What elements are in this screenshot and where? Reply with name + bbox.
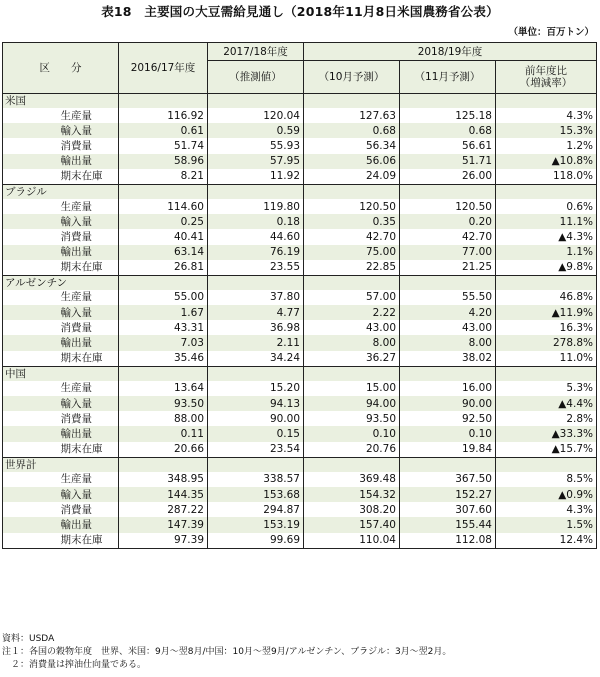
row-label: 消費量 xyxy=(60,503,92,516)
value-oct: 75.00 xyxy=(304,245,400,260)
value-nov: 77.00 xyxy=(400,245,496,260)
section-header-cell xyxy=(208,184,304,199)
section-header-cell xyxy=(400,366,496,381)
table-title: 表18 主要国の大豆需給見通し（2018年11月8日米国農務省公表） xyxy=(101,4,499,19)
indent-cell xyxy=(3,502,55,517)
table-row xyxy=(3,533,597,549)
value-nov: 19.84 xyxy=(400,442,496,458)
table-row xyxy=(3,245,597,260)
value-nov: 367.50 xyxy=(400,472,496,487)
row-label: 期末在庫 xyxy=(55,351,119,367)
value-change: ▲33.3% xyxy=(496,426,597,441)
value-v2016: 0.25 xyxy=(119,214,208,229)
value-change: 46.8% xyxy=(496,290,597,305)
row-label: 輸入量 xyxy=(55,214,119,229)
section-header-row xyxy=(3,184,597,199)
indent-cell xyxy=(3,199,55,214)
value-nov: 155.44 xyxy=(400,517,496,532)
indent-cell xyxy=(3,487,55,502)
value-v2016: 114.60 xyxy=(119,199,208,214)
indent-cell xyxy=(3,154,55,169)
section-header-cell xyxy=(119,275,208,290)
table-row xyxy=(3,199,597,214)
value-v2017: 99.69 xyxy=(208,533,304,549)
indent-cell xyxy=(3,245,55,260)
value-v2016: 88.00 xyxy=(119,411,208,426)
value-nov: 51.71 xyxy=(400,154,496,169)
value-v2016: 348.95 xyxy=(119,472,208,487)
indent-cell xyxy=(3,290,55,305)
indent-cell xyxy=(3,533,55,549)
table-row xyxy=(3,290,597,305)
section-header-cell xyxy=(400,94,496,109)
row-label: 期末在庫 xyxy=(55,533,119,549)
value-change: 15.3% xyxy=(496,123,597,138)
indent-cell xyxy=(3,472,55,487)
value-v2017: 34.24 xyxy=(208,351,304,367)
value-v2017: 119.80 xyxy=(208,199,304,214)
table-row xyxy=(3,351,597,367)
row-label: 消費量 xyxy=(60,321,92,334)
notes xyxy=(2,633,451,672)
value-change: ▲9.8% xyxy=(496,260,597,276)
indent-cell xyxy=(3,229,55,244)
value-change: 11.0% xyxy=(496,351,597,367)
value-nov: 0.10 xyxy=(400,426,496,441)
value-change: 118.0% xyxy=(496,169,597,185)
value-v2016: 40.41 xyxy=(119,229,208,244)
section-header-cell xyxy=(304,94,400,109)
value-v2016: 97.39 xyxy=(119,533,208,549)
value-nov: 21.25 xyxy=(400,260,496,276)
value-oct: 154.32 xyxy=(304,487,400,502)
value-v2017: 44.60 xyxy=(208,229,304,244)
header-yoy-line2: （増減率） xyxy=(519,77,573,89)
table-row xyxy=(3,138,597,153)
section-name: ブラジル xyxy=(3,184,119,199)
header-nov-forecast: （11月予測） xyxy=(400,61,496,94)
value-v2016: 116.92 xyxy=(119,108,208,123)
table-row xyxy=(3,517,597,532)
value-v2017: 294.87 xyxy=(208,502,304,517)
section-header-row xyxy=(3,366,597,381)
header-yoy-change xyxy=(496,61,597,94)
section-header-cell xyxy=(208,275,304,290)
value-change: ▲15.7% xyxy=(496,442,597,458)
section-header-cell xyxy=(496,366,597,381)
header-2017-group: 2017/18年度 xyxy=(208,43,304,61)
table-row xyxy=(3,426,597,441)
value-v2016: 63.14 xyxy=(119,245,208,260)
value-oct: 56.34 xyxy=(304,138,400,153)
value-v2017: 15.20 xyxy=(208,381,304,396)
value-v2016: 0.11 xyxy=(119,426,208,441)
value-change: 8.5% xyxy=(496,472,597,487)
value-change: 12.4% xyxy=(496,533,597,549)
value-v2017: 2.11 xyxy=(208,335,304,350)
value-change: ▲11.9% xyxy=(496,305,597,320)
note-source: 資料：USDA xyxy=(2,634,55,644)
value-oct: 15.00 xyxy=(304,381,400,396)
table-row xyxy=(3,411,597,426)
value-change: 16.3% xyxy=(496,320,597,335)
value-v2016: 20.66 xyxy=(119,442,208,458)
value-change: 4.3% xyxy=(496,108,597,123)
value-oct: 57.00 xyxy=(304,290,400,305)
table-row xyxy=(3,108,597,123)
value-change: 2.8% xyxy=(496,411,597,426)
row-label: 消費量 xyxy=(60,139,92,152)
value-v2017: 0.15 xyxy=(208,426,304,441)
section-header-cell xyxy=(208,457,304,472)
value-nov: 56.61 xyxy=(400,138,496,153)
indent-cell xyxy=(3,426,55,441)
section-header-cell xyxy=(304,366,400,381)
section-header-cell xyxy=(496,94,597,109)
row-label: 輸入量 xyxy=(55,396,119,411)
section-header-cell xyxy=(304,184,400,199)
value-oct: 0.35 xyxy=(304,214,400,229)
value-change: 1.5% xyxy=(496,517,597,532)
row-label: 消費量 xyxy=(60,230,92,243)
value-v2016: 55.00 xyxy=(119,290,208,305)
value-nov: 125.18 xyxy=(400,108,496,123)
value-v2016: 51.74 xyxy=(119,138,208,153)
row-label: 輸出量 xyxy=(55,245,119,260)
value-v2016: 144.35 xyxy=(119,487,208,502)
row-label: 輸出量 xyxy=(55,517,119,532)
section-header-cell xyxy=(119,457,208,472)
value-nov: 43.00 xyxy=(400,320,496,335)
header-2018-group: 2018/19年度 xyxy=(304,43,597,61)
value-v2016: 1.67 xyxy=(119,305,208,320)
table-row xyxy=(3,169,597,185)
indent-cell xyxy=(3,517,55,532)
section-header-cell xyxy=(208,94,304,109)
indent-cell xyxy=(3,108,55,123)
value-oct: 22.85 xyxy=(304,260,400,276)
indent-cell xyxy=(3,123,55,138)
section-header-cell xyxy=(496,457,597,472)
value-v2016: 287.22 xyxy=(119,502,208,517)
value-change: 1.2% xyxy=(496,138,597,153)
value-v2017: 57.95 xyxy=(208,154,304,169)
table-row xyxy=(3,335,597,350)
row-label: 生産量 xyxy=(60,200,92,213)
value-oct: 0.10 xyxy=(304,426,400,441)
value-oct: 110.04 xyxy=(304,533,400,549)
value-v2017: 37.80 xyxy=(208,290,304,305)
section-header-cell xyxy=(119,94,208,109)
row-label: 生産量 xyxy=(60,291,92,304)
indent-cell xyxy=(3,138,55,153)
section-name: 世界計 xyxy=(3,457,119,472)
value-oct: 0.68 xyxy=(304,123,400,138)
row-label: 生産量 xyxy=(60,382,92,395)
table-row xyxy=(3,381,597,396)
section-header-cell xyxy=(304,457,400,472)
value-v2017: 153.68 xyxy=(208,487,304,502)
indent-cell xyxy=(3,351,55,367)
value-oct: 42.70 xyxy=(304,229,400,244)
value-v2017: 76.19 xyxy=(208,245,304,260)
value-v2016: 93.50 xyxy=(119,396,208,411)
table-row xyxy=(3,305,597,320)
value-nov: 112.08 xyxy=(400,533,496,549)
value-oct: 2.22 xyxy=(304,305,400,320)
value-oct: 308.20 xyxy=(304,502,400,517)
header-2016: 2016/17年度 xyxy=(119,43,208,94)
value-oct: 120.50 xyxy=(304,199,400,214)
section-header-cell xyxy=(119,184,208,199)
value-v2016: 58.96 xyxy=(119,154,208,169)
value-oct: 20.76 xyxy=(304,442,400,458)
indent-cell xyxy=(3,214,55,229)
section-header-cell xyxy=(304,275,400,290)
value-change: ▲0.9% xyxy=(496,487,597,502)
indent-cell xyxy=(3,335,55,350)
section-header-cell xyxy=(400,184,496,199)
value-nov: 92.50 xyxy=(400,411,496,426)
indent-cell xyxy=(3,260,55,276)
value-change: 278.8% xyxy=(496,335,597,350)
value-v2017: 23.55 xyxy=(208,260,304,276)
header-2017-estimate: （推測値） xyxy=(208,61,304,94)
value-v2017: 23.54 xyxy=(208,442,304,458)
table-row xyxy=(3,260,597,276)
value-change: 0.6% xyxy=(496,199,597,214)
value-nov: 307.60 xyxy=(400,502,496,517)
value-oct: 43.00 xyxy=(304,320,400,335)
section-header-cell xyxy=(400,275,496,290)
row-label: 輸出量 xyxy=(55,335,119,350)
value-change: ▲10.8% xyxy=(496,154,597,169)
indent-cell xyxy=(3,396,55,411)
value-v2017: 4.77 xyxy=(208,305,304,320)
value-oct: 94.00 xyxy=(304,396,400,411)
table-row xyxy=(3,502,597,517)
value-change: ▲4.4% xyxy=(496,396,597,411)
value-v2016: 147.39 xyxy=(119,517,208,532)
value-nov: 26.00 xyxy=(400,169,496,185)
value-nov: 152.27 xyxy=(400,487,496,502)
value-nov: 55.50 xyxy=(400,290,496,305)
value-nov: 4.20 xyxy=(400,305,496,320)
indent-cell xyxy=(3,305,55,320)
value-v2016: 26.81 xyxy=(119,260,208,276)
value-nov: 120.50 xyxy=(400,199,496,214)
table-row xyxy=(3,487,597,502)
value-v2017: 153.19 xyxy=(208,517,304,532)
value-v2017: 0.59 xyxy=(208,123,304,138)
section-header-cell xyxy=(119,366,208,381)
value-v2016: 7.03 xyxy=(119,335,208,350)
value-v2016: 43.31 xyxy=(119,320,208,335)
value-v2017: 55.93 xyxy=(208,138,304,153)
row-label: 生産量 xyxy=(60,109,92,122)
note-1: 注１：各国の穀物年度 世界、米国：9月～翌8月/中国：10月～翌9月/アルゼンチン、ブラジル：3月～翌2月。 xyxy=(2,647,452,657)
value-v2017: 90.00 xyxy=(208,411,304,426)
value-change: 1.1% xyxy=(496,245,597,260)
section-header-cell xyxy=(208,366,304,381)
table-row xyxy=(3,214,597,229)
table-row xyxy=(3,396,597,411)
row-label: 輸入量 xyxy=(55,123,119,138)
section-header-cell xyxy=(400,457,496,472)
section-name: 米国 xyxy=(3,94,119,109)
table-row xyxy=(3,320,597,335)
value-change: ▲4.3% xyxy=(496,229,597,244)
value-nov: 90.00 xyxy=(400,396,496,411)
header-category: 区 分 xyxy=(3,43,119,94)
value-oct: 8.00 xyxy=(304,335,400,350)
section-name: 中国 xyxy=(3,366,119,381)
table-row xyxy=(3,229,597,244)
row-label: 期末在庫 xyxy=(55,442,119,458)
header-yoy-line1: 前年度比 xyxy=(525,65,567,77)
value-change: 11.1% xyxy=(496,214,597,229)
soybean-supply-table xyxy=(2,42,597,549)
value-v2016: 0.61 xyxy=(119,123,208,138)
value-change: 5.3% xyxy=(496,381,597,396)
value-v2017: 94.13 xyxy=(208,396,304,411)
row-label: 輸出量 xyxy=(55,154,119,169)
row-label: 生産量 xyxy=(60,473,92,486)
value-oct: 127.63 xyxy=(304,108,400,123)
table-row xyxy=(3,472,597,487)
indent-cell xyxy=(3,442,55,458)
section-header-cell xyxy=(496,275,597,290)
section-header-row xyxy=(3,94,597,109)
value-oct: 56.06 xyxy=(304,154,400,169)
value-v2017: 11.92 xyxy=(208,169,304,185)
value-v2016: 13.64 xyxy=(119,381,208,396)
value-nov: 0.20 xyxy=(400,214,496,229)
table-row xyxy=(3,442,597,458)
value-nov: 16.00 xyxy=(400,381,496,396)
row-label: 消費量 xyxy=(60,412,92,425)
value-v2016: 35.46 xyxy=(119,351,208,367)
row-label: 輸出量 xyxy=(55,426,119,441)
value-v2016: 8.21 xyxy=(119,169,208,185)
value-oct: 157.40 xyxy=(304,517,400,532)
section-header-row xyxy=(3,275,597,290)
value-nov: 42.70 xyxy=(400,229,496,244)
value-v2017: 36.98 xyxy=(208,320,304,335)
table-row xyxy=(3,154,597,169)
value-change: 4.3% xyxy=(496,502,597,517)
value-oct: 369.48 xyxy=(304,472,400,487)
value-nov: 8.00 xyxy=(400,335,496,350)
indent-cell xyxy=(3,381,55,396)
indent-cell xyxy=(3,169,55,185)
header-oct-forecast: （10月予測） xyxy=(304,61,400,94)
value-v2017: 338.57 xyxy=(208,472,304,487)
value-nov: 38.02 xyxy=(400,351,496,367)
value-v2017: 0.18 xyxy=(208,214,304,229)
row-label: 期末在庫 xyxy=(55,260,119,276)
value-oct: 24.09 xyxy=(304,169,400,185)
value-oct: 36.27 xyxy=(304,351,400,367)
value-oct: 93.50 xyxy=(304,411,400,426)
row-label: 輸入量 xyxy=(55,487,119,502)
unit-label: （単位：百万トン） xyxy=(508,27,594,38)
row-label: 輸入量 xyxy=(55,305,119,320)
section-header-row xyxy=(3,457,597,472)
row-label: 期末在庫 xyxy=(55,169,119,185)
indent-cell xyxy=(3,411,55,426)
indent-cell xyxy=(3,320,55,335)
section-name: アルゼンチン xyxy=(3,275,119,290)
note-2: ２：消費量は搾油仕向量である。 xyxy=(2,660,147,670)
section-header-cell xyxy=(496,184,597,199)
table-row xyxy=(3,123,597,138)
value-v2017: 120.04 xyxy=(208,108,304,123)
value-nov: 0.68 xyxy=(400,123,496,138)
